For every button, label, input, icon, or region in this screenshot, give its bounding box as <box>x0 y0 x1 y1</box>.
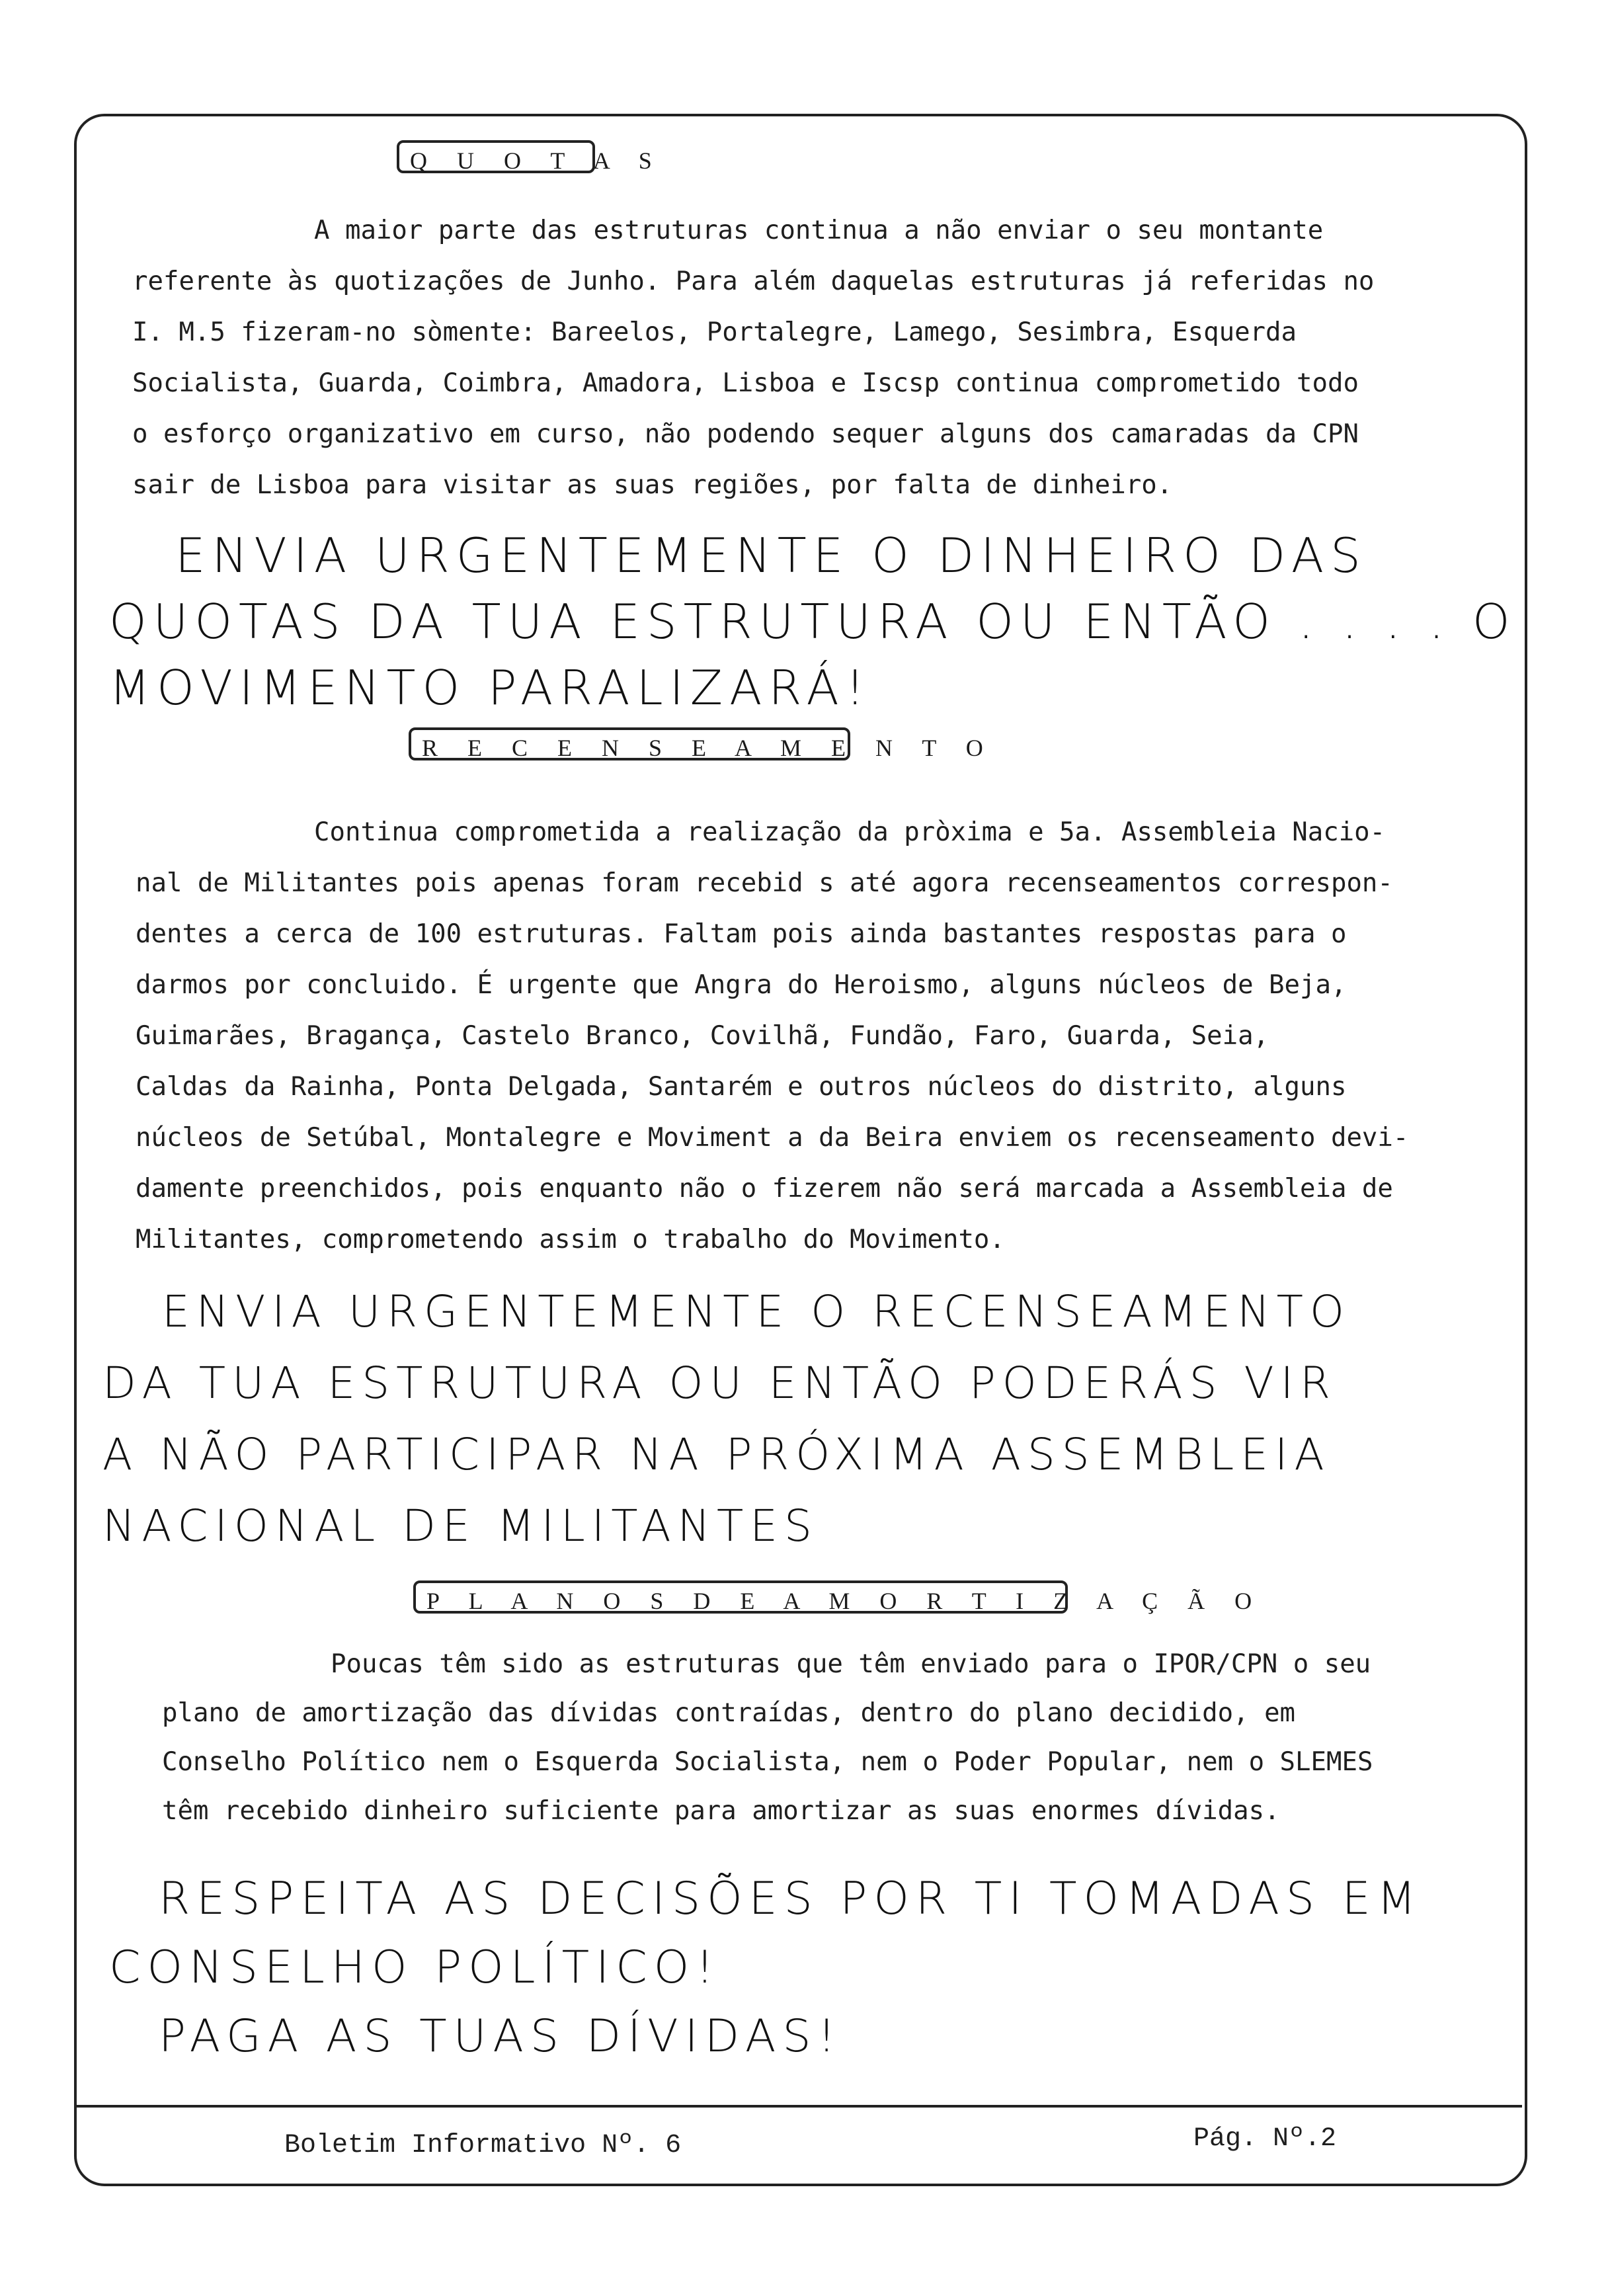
handwritten-line: DA TUA ESTRUTURA OU ENTÃO PODERÁS VIR <box>102 1358 1337 1409</box>
handwritten-line: RESPEITA AS DECISÕES POR TI TOMADAS EM <box>159 1873 1423 1925</box>
planos-heading: P L A N O S D E A M O R T I Z A Ç Ã O <box>413 1580 1068 1614</box>
handwritten-line: CONSELHO POLÍTICO! <box>109 1942 721 1994</box>
handwritten-line: PAGA AS TUAS DÍVIDAS! <box>159 2010 842 2063</box>
text-line: referente às quotizações de Junho. Para além daquelas estruturas já referidas no <box>132 266 1375 296</box>
footer-divider <box>74 2105 1522 2108</box>
quotas-paragraph <box>132 205 1374 511</box>
recenseamento-paragraph <box>136 807 1408 1265</box>
text-line: I. M.5 fizeram-no sòmente: Bareelos, Portalegre, Lamego, Sesimbra, Esquerda <box>132 317 1297 347</box>
text-line: nal de Militantes pois apenas foram recebid s até agora recenseamentos correspon- <box>136 868 1393 898</box>
text-line: dentes a cerca de 100 estruturas. Faltam pois ainda bastantes respostas para o <box>136 919 1347 949</box>
planos-paragraph <box>162 1640 1373 1836</box>
text-line: Socialista, Guarda, Coimbra, Amadora, Lisboa e Iscsp continua comprometido todo <box>132 368 1359 398</box>
text-line: Conselho Político nem o Esquerda Socialista, nem o Poder Popular, nem o SLEMES <box>162 1747 1373 1777</box>
handwritten-line: ENVIA URGENTEMENTE O RECENSEAMENTO <box>162 1286 1351 1337</box>
text-line: Militantes, comprometendo assim o trabalho do Movimento. <box>136 1225 1005 1254</box>
footer-page-number: Pág. Nº.2 <box>1193 2124 1337 2154</box>
footer-bulletin-title: Boletim Informativo Nº. 6 <box>284 2131 682 2160</box>
handwritten-line: A NÃO PARTICIPAR NA PRÓXIMA ASSEMBLEIA <box>102 1429 1331 1480</box>
text-line: plano de amortização das dívidas contraídas, dentro do plano decidido, em <box>162 1698 1296 1728</box>
text-line: damente preenchidos, pois enquanto não o fizerem não será marcada a Assembleia de <box>136 1174 1393 1204</box>
handwritten-line: QUOTAS DA TUA ESTRUTURA OU ENTÃO . . . . O <box>109 594 1517 649</box>
handwritten-line: MOVIMENTO PARALIZARÁ! <box>109 660 871 716</box>
text-line: Caldas da Rainha, Ponta Delgada, Santarém e outros núcleos do distrito, alguns <box>136 1072 1347 1102</box>
text-line: têm recebido dinheiro suficiente para amortizar as suas enormes dívidas. <box>162 1796 1280 1826</box>
planos-handwritten-note <box>109 1865 1422 2071</box>
text-line: Guimarães, Bragança, Castelo Branco, Covilhã, Fundão, Faro, Guarda, Seia, <box>136 1021 1269 1051</box>
text-line: núcleos de Setúbal, Montalegre e Moviment a da Beira enviem os recenseamento devi- <box>136 1123 1409 1153</box>
quotas-handwritten-note <box>109 522 1517 721</box>
text-line: darmos por concluido. É urgente que Angra do Heroismo, alguns núcleos de Beja, <box>136 970 1347 1000</box>
recenseamento-heading: R E C E N S E A M E N T O <box>409 727 850 760</box>
handwritten-line: NACIONAL DE MILITANTES <box>102 1500 819 1551</box>
text-line: A maior parte das estruturas continua a não enviar o seu montante <box>314 216 1324 245</box>
recenseamento-handwritten-note <box>102 1276 1351 1562</box>
text-line: Continua comprometida a realização da pròxima e 5a. Assembleia Nacio- <box>314 817 1386 847</box>
text-line: sair de Lisboa para visitar as suas regiões, por falta de dinheiro. <box>132 470 1173 500</box>
handwritten-line: ENVIA URGENTEMENTE O DINHEIRO DAS <box>175 528 1367 583</box>
text-line: Poucas têm sido as estruturas que têm enviado para o IPOR/CPN o seu <box>331 1649 1371 1679</box>
text-line: o esforço organizativo em curso, não podendo sequer alguns dos camaradas da CPN <box>132 419 1359 449</box>
quotas-heading: Q U O T A S <box>397 140 595 173</box>
